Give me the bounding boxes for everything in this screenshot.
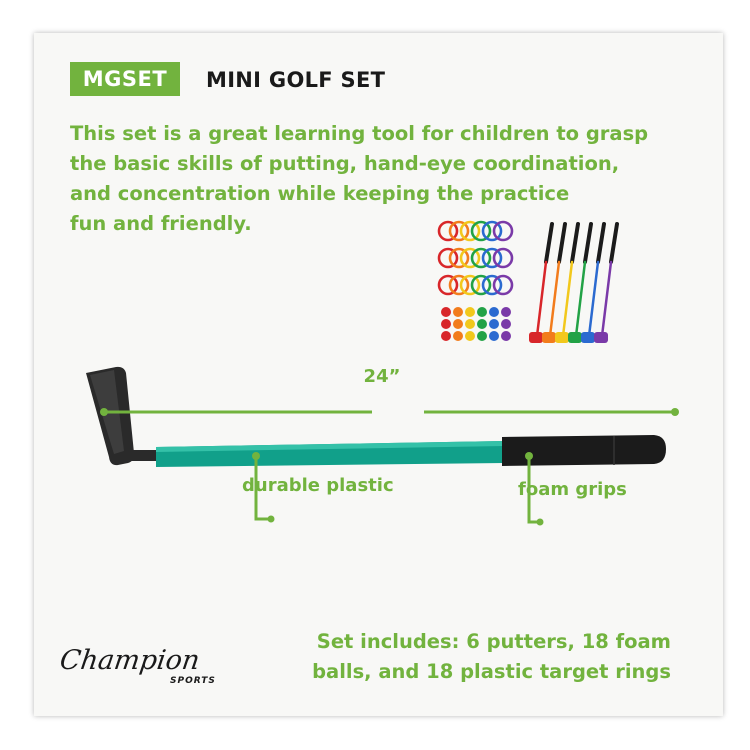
sku-badge: MGSET bbox=[70, 62, 180, 96]
includes-line: Set includes: 6 putters, 18 foam bbox=[316, 630, 671, 653]
foam-grip bbox=[502, 435, 666, 466]
material-callout: durable plastic bbox=[242, 475, 394, 496]
includes-line: balls, and 18 plastic target rings bbox=[312, 660, 671, 683]
grip-callout: foam grips bbox=[518, 479, 627, 500]
putters-image bbox=[529, 224, 617, 343]
plastic-callout-dot bbox=[252, 452, 260, 460]
svg-text:Champion: Champion bbox=[58, 645, 202, 676]
product-title: MINI GOLF SET bbox=[206, 68, 386, 92]
set-includes bbox=[312, 627, 671, 687]
description-line: fun and friendly. bbox=[70, 212, 252, 235]
length-label: 24” bbox=[363, 366, 401, 387]
svg-text:SPORTS: SPORTS bbox=[170, 676, 216, 686]
description-line: and concentration while keeping the practice bbox=[70, 182, 570, 205]
grip-callout-dot bbox=[525, 452, 533, 460]
description-line: This set is a great learning tool for children to grasp bbox=[70, 122, 649, 145]
dimension-start-dot bbox=[100, 408, 108, 416]
description-line: the basic skills of putting, hand-eye coordination, bbox=[70, 152, 620, 175]
target-rings-image bbox=[439, 222, 512, 294]
foam-balls-image bbox=[441, 307, 511, 341]
product-card bbox=[34, 33, 723, 716]
putter-head bbox=[86, 367, 158, 465]
dimension-end-dot bbox=[671, 408, 679, 416]
champion-sports-logo bbox=[58, 633, 238, 703]
